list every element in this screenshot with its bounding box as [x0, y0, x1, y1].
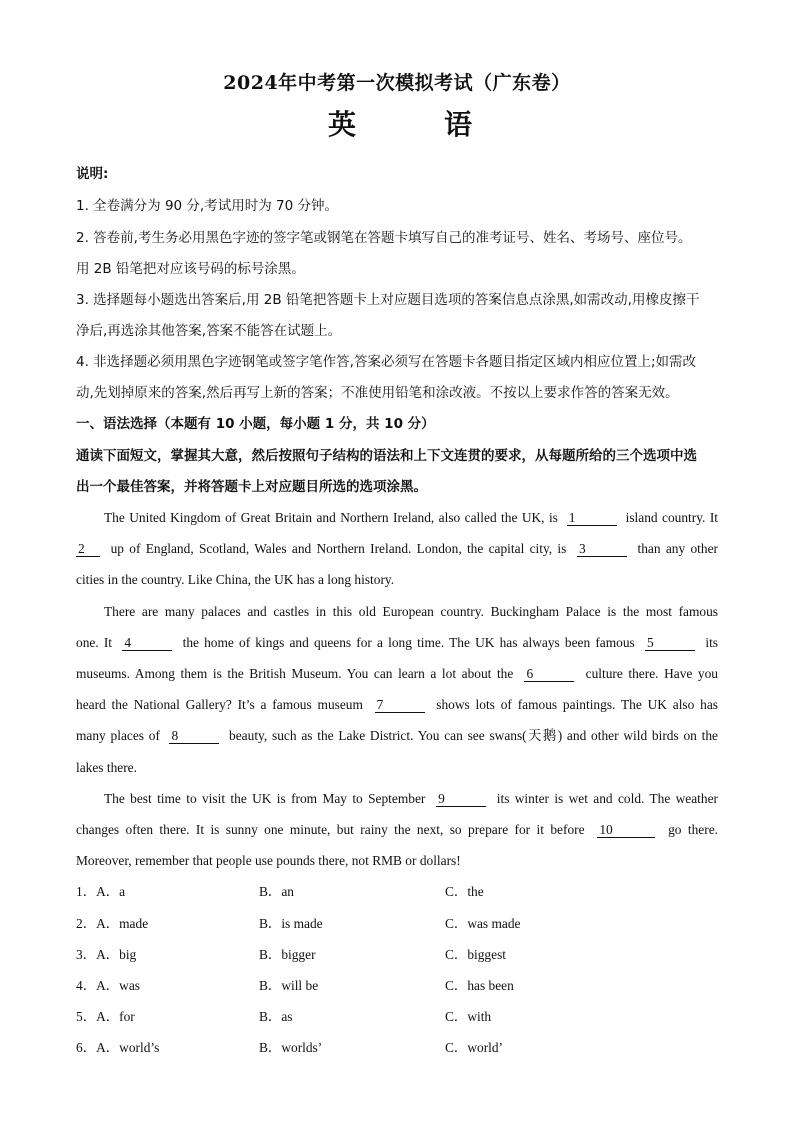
blank-10: 10 [597, 822, 655, 838]
question-option-a: 3．A．big [76, 947, 137, 962]
question-option-c: C．biggest [445, 947, 507, 962]
question-option-b: B．worlds’ [259, 1040, 323, 1055]
question-option-b: B．an [259, 884, 294, 899]
question-option-c: C．world’ [445, 1040, 504, 1055]
directions-line: 出一个最佳答案，并将答题卡上对应题目所选的选项涂黑。 [76, 479, 427, 495]
blank-8: 8 [169, 728, 219, 744]
instruction-line: 2. 答卷前,考生务必用黑色字迹的签字笔或钢笔在答题卡填写自己的准考证号、姓名、考场号、座位号。 [76, 230, 692, 246]
question-option-c: C．with [445, 1009, 492, 1024]
instruction-line: 用 2B 铅笔把对应该号码的标号涂黑。 [76, 261, 305, 277]
instruction-line: 1. 全卷满分为 90 分,考试用时为 70 分钟。 [76, 198, 338, 214]
blank-9: 9 [436, 791, 486, 807]
question-option-a: 4．A．was [76, 978, 140, 993]
passage-line: heard the National Gallery? It’s a famous museum 7 shows lots of famous paintings. The UK also has [76, 697, 719, 712]
passage-line: one. It 4 the home of kings and queens for a long time. The UK has always been famous 5 its [76, 635, 718, 650]
blank-1: 1 [567, 510, 617, 526]
passage-line: 2 up of England, Scotland, Wales and Northern Ireland. London, the capital city, is 3 than any other [78, 541, 718, 556]
question-option-c: C．the [445, 884, 484, 899]
instruction-line: 4. 非选择题必须用黑色字迹钢笔或签字笔作答,答案必须写在答题卡各题目指定区域内相应位置上;如需改 [76, 354, 697, 370]
passage-line: many places of 8 beauty, such as the Lake District. You can see swans(天鹅) and other wild birds on the [76, 728, 718, 743]
subject-title: 英 语 [327, 108, 502, 141]
blank-7: 7 [375, 697, 425, 713]
instructions-heading: 说明: [76, 166, 109, 182]
exam-title: 2024年中考第一次模拟考试（广东卷） [223, 72, 571, 94]
question-option-b: B．is made [259, 916, 323, 931]
question-option-b: B．will be [259, 978, 319, 993]
passage-line: Moreover, remember that people use pounds there, not RMB or dollars! [76, 853, 461, 868]
blank-6: 6 [524, 666, 574, 682]
passage-line: The United Kingdom of Great Britain and Northern Ireland, also called the UK, is 1 island country. It [104, 510, 719, 525]
question-option-a: 1．A．a [76, 884, 126, 899]
passage-line: changes often there. It is sunny one minute, but rainy the next, so prepare for it before 10 go there. [76, 822, 718, 837]
question-option-a: 5．A．for [76, 1009, 135, 1024]
section-heading: 一、语法选择（本题有 10 小题，每小题 1 分，共 10 分） [76, 416, 435, 432]
passage-line: There are many palaces and castles in this old European country. Buckingham Palace is the most famous [104, 604, 718, 619]
passage-line: museums. Among them is the British Museum. You can learn a lot about the 6 culture there. Have you [76, 666, 718, 681]
passage-line: lakes there. [76, 760, 137, 775]
question-option-c: C．was made [445, 916, 521, 931]
instruction-line: 3. 选择题每小题选出答案后,用 2B 铅笔把答题卡上对应题目选项的答案信息点涂黑,如需改动,用橡皮擦干 [76, 292, 700, 308]
question-option-b: B．bigger [259, 947, 316, 962]
question-option-c: C．has been [445, 978, 514, 993]
blank-4: 4 [122, 635, 172, 651]
blank-3: 3 [577, 541, 627, 557]
question-option-a: 6．A．world’s [76, 1040, 160, 1055]
blank-5: 5 [645, 635, 695, 651]
passage-line: The best time to visit the UK is from May to September 9 its winter is wet and cold. The weather [104, 791, 718, 806]
question-option-a: 2．A．made [76, 916, 149, 931]
instruction-line: 净后,再选涂其他答案,答案不能答在试题上。 [76, 323, 342, 339]
passage-line: cities in the country. Like China, the UK has a long history. [76, 572, 395, 587]
directions-line: 通读下面短文，掌握其大意，然后按照句子结构的语法和上下文连贯的要求，从每题所给的三个选项中选 [76, 448, 697, 464]
instruction-line: 动,先划掉原来的答案,然后再写上新的答案；不准使用铅笔和涂改液。不按以上要求作答的答案无效。 [76, 385, 679, 401]
blank-2: 2 [76, 541, 100, 557]
question-option-b: B．as [259, 1009, 293, 1024]
